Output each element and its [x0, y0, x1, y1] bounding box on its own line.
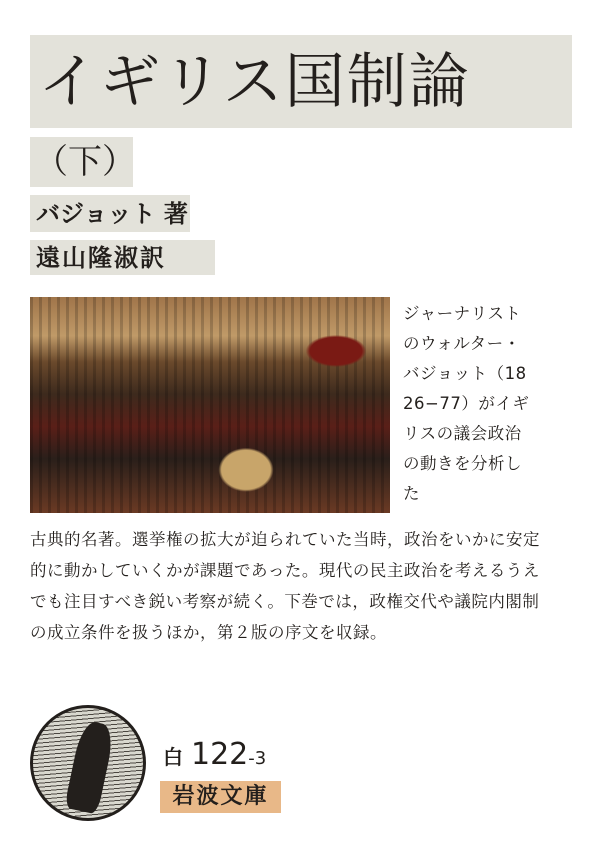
description-body-text: 古典的名著。選挙権の拡大が迫られていた当時，政治をいかに安定的に動かしていくかが課題であった。現代の民主政治を考えるうえでも注目すべき鋭い考察が続く。下巻では，政権交代や議院内閣制の成立条件を扱うほか，第２版の序文を収録。: [30, 530, 540, 642]
catalog-code: [163, 737, 267, 774]
sower-figure: [64, 719, 116, 814]
category-label: 白: [163, 745, 183, 769]
catalog-subnumber: -3: [248, 748, 267, 769]
description-side-text: ジャーナリストのウォルター・バジョット（1826−77）がイギリスの議会政治の動きを分析した: [403, 304, 530, 503]
sower-logo-icon: [30, 705, 146, 821]
book-title: イギリス国制論: [30, 35, 572, 128]
author-label: バジョット 著: [30, 195, 190, 232]
translator-label: 遠山隆淑訳: [30, 240, 215, 275]
volume-label: （下）: [30, 137, 133, 187]
parliament-painting: [30, 297, 390, 513]
publisher-label: 岩波文庫: [160, 781, 281, 813]
catalog-number: 122: [191, 737, 249, 772]
